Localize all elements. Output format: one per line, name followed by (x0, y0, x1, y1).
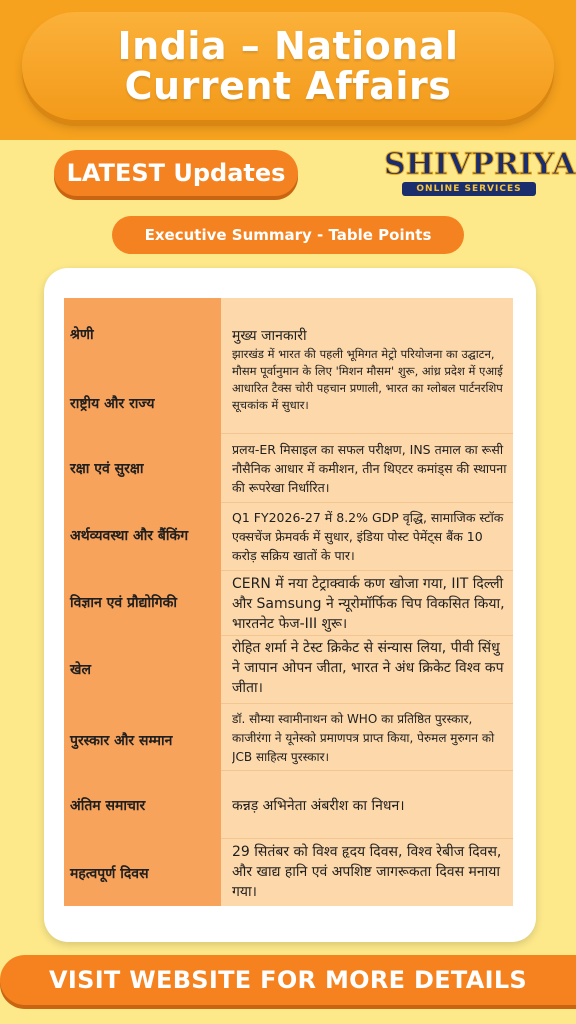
table-row-info: CERN में नया टेट्राक्वार्क कण खोजा गया, IIT दिल्ली और Samsung ने न्यूरोमॉर्फिक चिप विकसित किया, भारतनेट फेज-III शुरू। (232, 576, 505, 632)
visit-website-button[interactable]: VISIT WEBSITE FOR MORE DETAILS (0, 955, 576, 1005)
column-header-info: मुख्य जानकारी (232, 328, 307, 344)
brand-logo (384, 147, 576, 198)
table-row-category: खेल (70, 662, 91, 678)
table-row-info: Q1 FY2026-27 में 8.2% GDP वृद्धि, सामाजिक स्टॉक एक्सचेंज फ्रेमवर्क में सुधार, इंडिया पोस्ट पेमेंट्स बैंक 10 करोड़ सक्रिय खातों के पार। (232, 510, 504, 563)
table-row-info-text: झारखंड में भारत की पहली भूमिगत मेट्रो परियोजना का उद्घाटन, मौसम पूर्वानुमान के लिए 'मिशन मौसम' शुरू, आंध्र प्रदेश में एआई आधारित टैक्स चोरी पहचान प्रणाली, भारत का ग्लोबल पार्टनरशिप सूचकांक में सुधार। (232, 347, 503, 412)
row-divider (221, 703, 513, 704)
page-title-banner (22, 12, 554, 120)
executive-summary-badge: Executive Summary - Table Points (112, 216, 464, 254)
table-row-category: महत्वपूर्ण दिवस (70, 866, 149, 882)
latest-updates-badge: LATEST Updates (54, 150, 298, 196)
table-row-category: रक्षा एवं सुरक्षा (70, 461, 144, 477)
table-row-category: अर्थव्यवस्था और बैंकिंग (70, 528, 189, 544)
table-row-info: 29 सितंबर को विश्व हृदय दिवस, विश्व रेबीज दिवस, और खाद्य हानि एवं अपशिष्ट जागरूकता दिवस मनाया गया। (232, 844, 502, 900)
row-divider (221, 838, 513, 839)
table-row-category: पुरस्कार और सम्मान (70, 733, 173, 749)
table-row-info: रोहित शर्मा ने टेस्ट क्रिकेट से संन्यास लिया, पीवी सिंधु ने जापान ओपन जीता, भारत ने अंध क्रिकेट विश्व कप जीता। (232, 640, 504, 696)
table-row-info: कन्नड़ अभिनेता अंबरीश का निधन। (232, 798, 405, 814)
table-row-category: राष्ट्रीय और राज्य (70, 396, 155, 412)
page-title-line-2: Current Affairs (124, 64, 452, 108)
logo-wordmark: SHIVPRIYA (384, 147, 576, 182)
table-row-info (232, 326, 508, 432)
table-row-info: डॉ. सौम्या स्वामीनाथन को WHO का प्रतिष्ठित पुरस्कार, काजीरंगा ने यूनेस्को प्रमाणपत्र प्राप्त किया, पेरुमल मुरुगन को JCB साहित्य पुरस्कार। (232, 712, 495, 764)
table-row-category: विज्ञान एवं प्रौद्योगिकी (70, 595, 177, 611)
table-row-category: अंतिम समाचार (70, 798, 146, 814)
row-divider (221, 433, 513, 434)
summary-table (64, 298, 513, 906)
page-title-line-1: India – National (117, 24, 459, 68)
row-divider (221, 770, 513, 771)
row-divider (221, 570, 513, 571)
column-header-category: श्रेणी (70, 327, 94, 343)
row-divider (221, 502, 513, 503)
row-divider (221, 635, 513, 636)
logo-tagline: ONLINE SERVICES (402, 182, 536, 196)
table-row-info: प्रलय-ER मिसाइल का सफल परीक्षण, INS तमाल का रूसी नौसैनिक आधार में कमीशन, तीन थिएटर कमांड्स की स्थापना की रूपरेखा निर्धारित। (232, 442, 507, 495)
